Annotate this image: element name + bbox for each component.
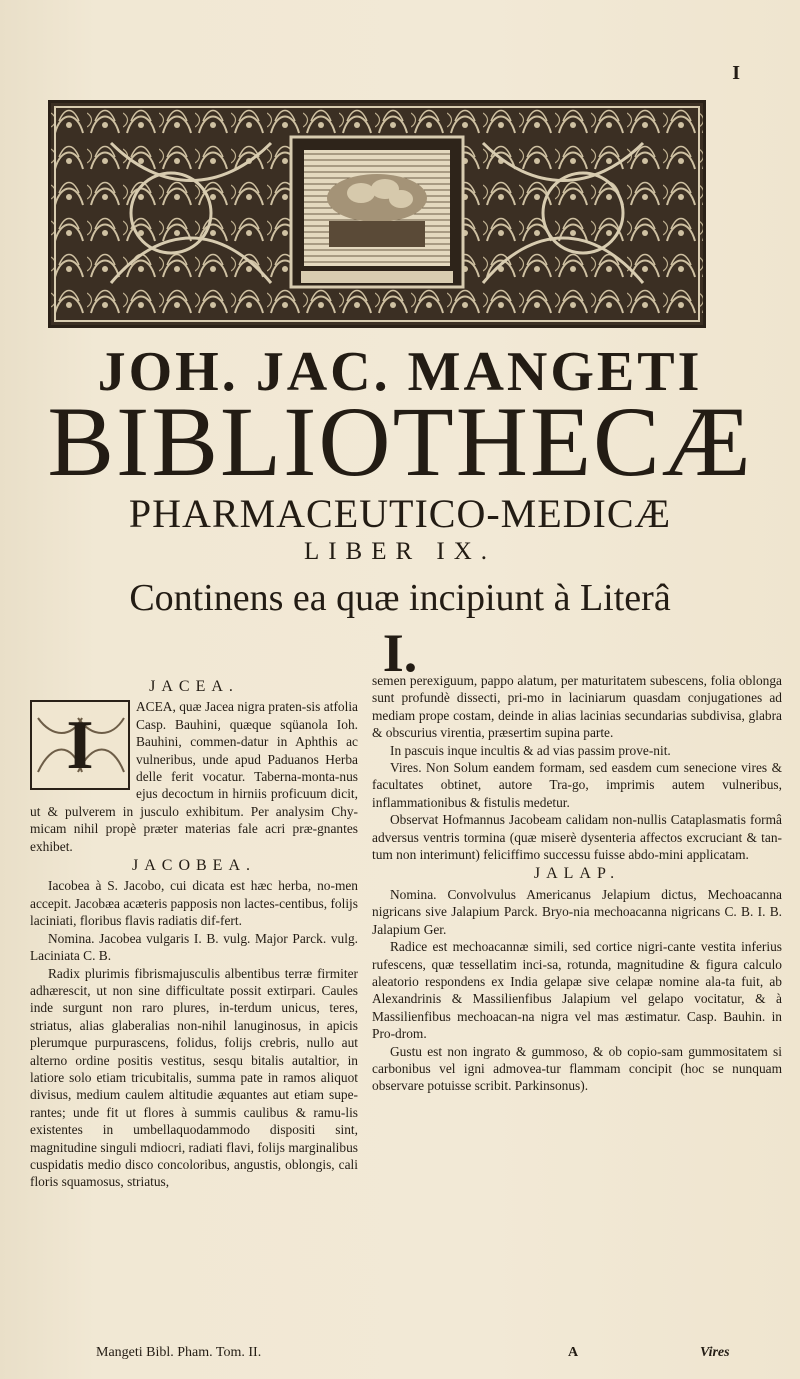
book-number: LIBER IX. xyxy=(303,538,497,565)
observation-text: Observat Hofmannus Jacobeam calidam non-nullis Cataplasmatis formâ adversus ventris tormina (quæ miserè dysenteria affectos excruciant & tan-tum non interimunt) feliciffimo successu fuisse abdo-mini applicatam. xyxy=(372,812,782,863)
jalap-radix: Radice est mechoacannæ simili, sed cortice nigri-cante vestita inferius rufescens, quæ tessellatim inci-sa, rotunda, magnitudine & figura calculo aleatorio respondens ex India gelapæ sive celapæ nomine ala-ta fuit, ab Alexandrinis & Massilienfibus Jalapium vel gelapo vocitatur, & à Massilienfibus mechoacan-na nigra vel mas æstimatur. Casp. Bauhin. in Pro-drom. xyxy=(372,939,782,1042)
jacea-paragraph-wrap xyxy=(30,698,358,855)
right-column xyxy=(372,672,782,1095)
jacobea-radix: Radix plurimis fibrismajusculis albentibus terræ firmiter adhærescit, ut non sine difficultate possit extirpari. Caules inde surgunt non raro plures, in-terdum unicus, teres, striatus, alias glaberalias non-nihil lanuginosus, in apicis plerumque purpurascens, folidus, folijs crebris, nullo aut alterno ordine positis vestitus, sesqu bitalis autaltior, in latiore solo etiam tricubitalis, summa pate in ramos aliquot divisus, medium caulem altitudie æquantes aut etiam supe-rantes; unde fit ut flores à summis caulibus & ramu-lis existentes in umbellaquodammodo dispositi sint, magnitudine singuli mdiocri, radiati flavi, folijs marginalibus cuspidatis medio disco concoloribus, angustis, oblongis, cali floris squamosus, striatus, xyxy=(30,965,358,1190)
jacobea-nomina: Nomina. Jacobea vulgaris I. B. vulg. Major Parck. vulg. Laciniata C. B. xyxy=(30,930,358,964)
catchword: Vires xyxy=(700,1345,730,1360)
author-title: JOH. JAC. MANGETI xyxy=(97,341,703,403)
footer-source: Mangeti Bibl. Pham. Tom. II. xyxy=(96,1345,262,1360)
jalap-gustu: Gustu est non ingrato & gummoso, & ob copio-sam gummositatem si carbonibus vel igni admovea-tur flammam concipit (hoc se nunquam observare potuisse scribit. Parkinsonus). xyxy=(372,1043,782,1094)
left-column xyxy=(30,676,358,1191)
signature-mark: A xyxy=(568,1345,579,1360)
decorated-initial xyxy=(30,700,130,790)
entry-heading-jacea: JACEA. xyxy=(149,678,239,695)
jacea-text: ACEA, quæ Jacea nigra praten-sis atfolia Casp. Bauhini, quæque sqüanola Ioh. Bauhini, commen-datur in Aphthis ac vulneribus, unde apud Paduanos Herba delle ferit vocatur. Taberna-monta-nus ejus decoctum in hirniis proficuum dicit, ut & pulverem in jusculo exhibitum. Per analysim Chy-micam nihil propè præter materias fale acri præ-gnantes exhibet. xyxy=(30,699,358,854)
headpiece-ornament-icon xyxy=(51,103,703,325)
initial-letter: I xyxy=(66,707,94,785)
contents-line: Continens ea quæ incipiunt à Literâ xyxy=(129,577,671,619)
locus-text: In pascuis inque incultis & ad vias passim prove-nit. xyxy=(390,742,671,758)
letter-heading: I. xyxy=(382,623,418,683)
ornamental-headpiece xyxy=(48,100,706,328)
semen-text: semen perexiguum, pappo alatum, per maturitatem subescens, folia oblonga sunt profundè dissecti, pri-mo in laciniarum quasdam conjugationes ad mediam prope costam, deinde in alias lacinias secundarias subdivisa, glabra & obscurius virentia, præsertim supina parte. xyxy=(372,673,782,741)
vires-text: Vires. Non Solum eandem formam, sed easdem cum senecione vires & facultates obtinet, autore Tra-go, imprimis autem vulneribus, inflammationibus & fistulis medetur. xyxy=(372,760,782,810)
jalap-nomina: Nomina. Convolvulus Americanus Jelapium dictus, Mechoacanna nigricans sive Jalapium Parck. Bryo-nia mechoacanna nigricans C. B. I. B. Jalapium Ger. xyxy=(372,886,782,937)
page-number: I xyxy=(732,62,740,84)
main-title: BIBLIOTHECÆ xyxy=(47,386,753,497)
subtitle: PHARMACEUTICO-MEDICÆ xyxy=(128,491,672,536)
entry-heading-jalap: JALAP. xyxy=(533,865,621,883)
entry-heading-jacobea: JACOBEA. xyxy=(131,857,256,875)
jacobea-text: Iacobea à S. Jacobo, cui dicata est hæc herba, no-men accepit. Jacobæa acæteris papposis non lactes-centibus, folijs laciniati, floribus flavis radiatis dif-fert. xyxy=(30,878,358,929)
